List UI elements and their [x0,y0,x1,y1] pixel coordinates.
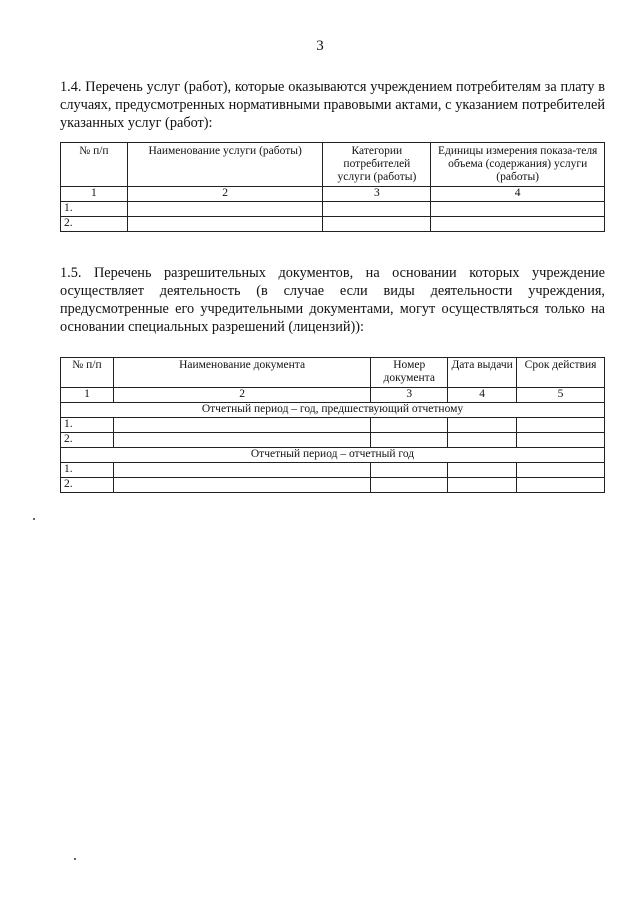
table-cell [371,433,448,448]
table-row [61,433,605,448]
header-cell: Дата выдачи [448,358,517,388]
table-row [61,217,605,232]
table-cell [431,217,605,232]
table-row [61,418,605,433]
header-cell: № п/п [61,143,128,187]
column-number: 4 [431,187,605,202]
table-cell [448,478,517,493]
header-cell: Наименование документа [113,358,370,388]
table-cell [323,202,431,217]
column-number: 1 [61,388,114,403]
table-row [61,478,605,493]
row-number: 2. [61,478,114,493]
services-table [60,142,605,232]
scan-speck [74,858,76,860]
column-number-row [61,187,605,202]
table-cell [517,463,605,478]
table-row [61,202,605,217]
header-cell: Номер документа [371,358,448,388]
header-cell: № п/п [61,358,114,388]
column-number: 1 [61,187,128,202]
period-label-current: Отчетный период – отчетный год [61,448,605,463]
header-cell: Наименование услуги (работы) [127,143,323,187]
table-cell [517,418,605,433]
table-cell [517,433,605,448]
header-cell: Срок действия [517,358,605,388]
table-cell [448,463,517,478]
table-cell [517,478,605,493]
table-cell [371,463,448,478]
table-cell [431,202,605,217]
table-cell [448,418,517,433]
row-number: 2. [61,433,114,448]
section-1-4-text: 1.4. Перечень услуг (работ), которые оказываются учреждением потребителям за плату в случаях, предусмотренных нормативными правовыми актами, с указанием потребителей указанных услуг (работ): [60,79,605,131]
column-number-row [61,388,605,403]
table-cell [113,418,370,433]
table-cell [127,202,323,217]
table-header-row [61,143,605,187]
table-header-row [61,358,605,388]
table-cell [127,217,323,232]
row-number: 2. [61,217,128,232]
table-row [61,463,605,478]
scan-speck [33,518,35,520]
header-cell: Единицы измерения показа-теля объема (содержания) услуги (работы) [431,143,605,187]
table-cell [113,478,370,493]
header-cell: Категории потребителей услуги (работы) [323,143,431,187]
table-cell [448,433,517,448]
section-1-5-text: 1.5. Перечень разрешительных документов, на основании которых учреждение осуществляет деятельность (в случае если виды деятельности учреждения, предусмотренные его учредительными документами, могут осуществляться только на основании специальных разрешений (лицензий)): [60,265,605,335]
period-label-previous: Отчетный период – год, предшествующий отчетному [61,403,605,418]
column-number: 2 [113,388,370,403]
period-row [61,448,605,463]
column-number: 3 [323,187,431,202]
table-cell [323,217,431,232]
permits-table [60,357,605,493]
column-number: 5 [517,388,605,403]
column-number: 3 [371,388,448,403]
table-cell [371,478,448,493]
page-number: 3 [316,38,324,54]
row-number: 1. [61,463,114,478]
table-cell [113,463,370,478]
column-number: 4 [448,388,517,403]
column-number: 2 [127,187,323,202]
period-row [61,403,605,418]
row-number: 1. [61,418,114,433]
table-cell [371,418,448,433]
table-cell [113,433,370,448]
row-number: 1. [61,202,128,217]
